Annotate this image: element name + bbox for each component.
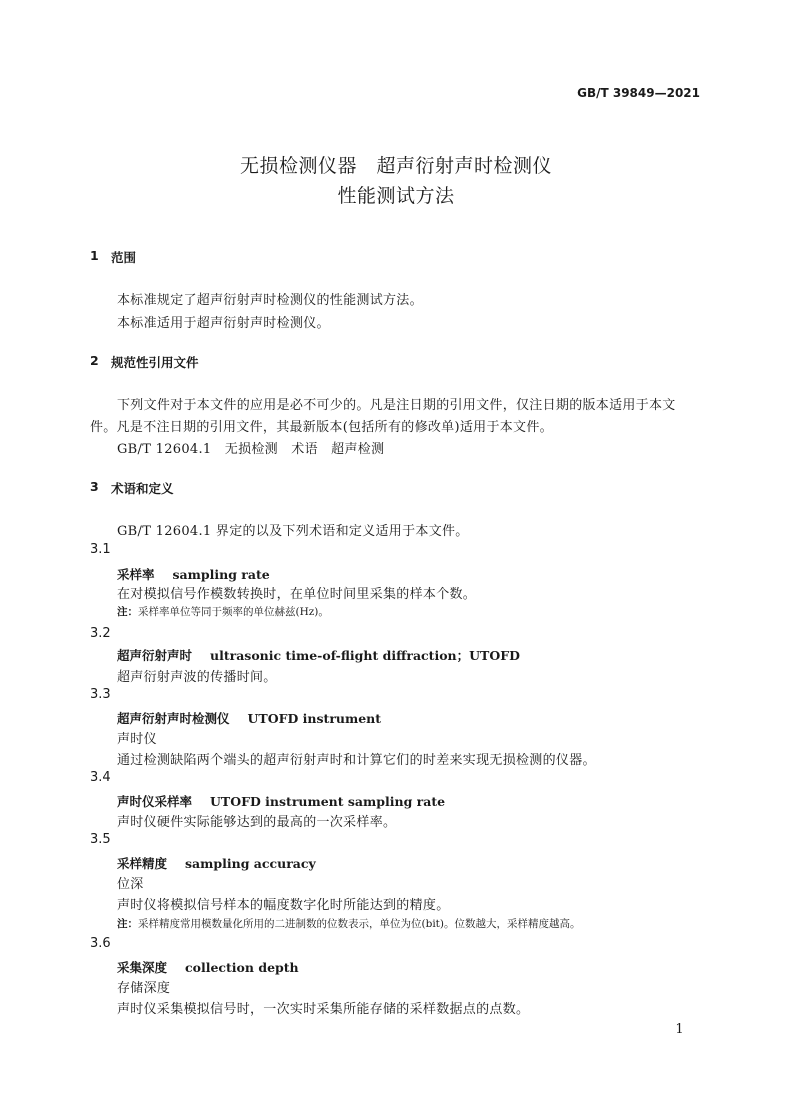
term-3-4-zh: 声时仪采样率 bbox=[117, 794, 193, 809]
section-2-heading: 规范性引用文件 bbox=[111, 355, 199, 370]
term-3-5-note bbox=[117, 916, 581, 931]
term-3-3-zh: 超声衍射声时检测仪 bbox=[117, 711, 230, 726]
term-3-5-note-label: 注： bbox=[117, 918, 138, 930]
document-title: 无损检测仪器 超声衍射声时检测仪 bbox=[239, 155, 552, 177]
term-3-3-title bbox=[117, 708, 381, 727]
term-3-5-definition: 声时仪将模拟信号样本的幅度数字化时所能达到的精度。 bbox=[117, 898, 450, 913]
section-3-number: 3 bbox=[90, 479, 99, 494]
term-3-4-title bbox=[117, 791, 445, 810]
page-number: 1 bbox=[675, 1022, 684, 1037]
term-3-3-number: 3.3 bbox=[90, 687, 111, 702]
section-2-paragraph-line-1: 下列文件对于本文件的应用是必不可少的。凡是注日期的引用文件，仅注日期的版本适用于本文 bbox=[117, 398, 676, 413]
term-3-1-note bbox=[117, 604, 329, 619]
term-3-6-alt-term: 存储深度 bbox=[117, 981, 171, 996]
term-3-4-en: UTOFD instrument sampling rate bbox=[210, 794, 446, 809]
term-3-6-en: collection depth bbox=[185, 960, 299, 975]
standard-number: GB/T 39849—2021 bbox=[577, 86, 700, 100]
term-3-3-definition: 通过检测缺陷两个端头的超声衍射声时和计算它们的时差来实现无损检测的仪器。 bbox=[117, 753, 596, 768]
section-1-heading: 范围 bbox=[111, 250, 137, 265]
normative-reference: GB/T 12604.1 无损检测 术语 超声检测 bbox=[117, 442, 385, 457]
term-3-3-alt-term: 声时仪 bbox=[117, 732, 157, 747]
term-3-6-definition: 声时仪采集模拟信号时，一次实时采集所能存储的采样数据点的点数。 bbox=[117, 1002, 530, 1017]
section-2-number: 2 bbox=[90, 353, 99, 368]
term-3-1-definition: 在对模拟信号作模数转换时，在单位时间里采集的样本个数。 bbox=[117, 587, 477, 602]
term-3-4-definition: 声时仪硬件实际能够达到的最高的一次采样率。 bbox=[117, 815, 397, 830]
section-2-paragraph-line-2: 件。凡是不注日期的引用文件，其最新版本(包括所有的修改单)适用于本文件。 bbox=[90, 420, 553, 435]
term-3-2-definition: 超声衍射声波的传播时间。 bbox=[117, 670, 277, 685]
section-1-number: 1 bbox=[90, 248, 99, 263]
term-3-5-en: sampling accuracy bbox=[185, 856, 316, 871]
term-3-6-title bbox=[117, 957, 299, 976]
term-3-1-en: sampling rate bbox=[172, 567, 270, 582]
term-3-6-number: 3.6 bbox=[90, 936, 111, 951]
term-3-5-title bbox=[117, 853, 316, 872]
section-1-paragraph-2: 本标准适用于超声衍射声时检测仪。 bbox=[117, 316, 330, 331]
section-1-paragraph-1: 本标准规定了超声衍射声时检测仪的性能测试方法。 bbox=[117, 293, 423, 308]
term-3-1-note-text: 采样率单位等同于频率的单位赫兹(Hz)。 bbox=[138, 606, 329, 618]
term-3-1-note-label: 注： bbox=[117, 606, 138, 618]
term-3-2-en: ultrasonic time-of-flight diffraction；UTOFD bbox=[210, 648, 520, 663]
section-3-heading: 术语和定义 bbox=[111, 481, 174, 496]
term-3-2-title bbox=[117, 645, 520, 664]
section-3-intro: GB/T 12604.1 界定的以及下列术语和定义适用于本文件。 bbox=[117, 524, 469, 539]
document-subtitle: 性能测试方法 bbox=[337, 185, 455, 207]
term-3-5-alt-term: 位深 bbox=[117, 877, 144, 892]
term-3-1-zh: 采样率 bbox=[117, 567, 155, 582]
term-3-5-note-text: 采样精度常用模数量化所用的二进制数的位数表示，单位为位(bit)。位数越大，采样精度越高。 bbox=[138, 918, 581, 930]
term-3-3-en: UTOFD instrument bbox=[247, 711, 382, 726]
term-3-2-number: 3.2 bbox=[90, 626, 111, 641]
term-3-2-zh: 超声衍射声时 bbox=[117, 648, 193, 663]
term-3-5-number: 3.5 bbox=[90, 832, 111, 847]
term-3-4-number: 3.4 bbox=[90, 770, 111, 785]
term-3-1-title bbox=[117, 564, 270, 583]
term-3-6-zh: 采集深度 bbox=[117, 960, 168, 975]
term-3-1-number: 3.1 bbox=[90, 542, 111, 557]
term-3-5-zh: 采样精度 bbox=[117, 856, 168, 871]
